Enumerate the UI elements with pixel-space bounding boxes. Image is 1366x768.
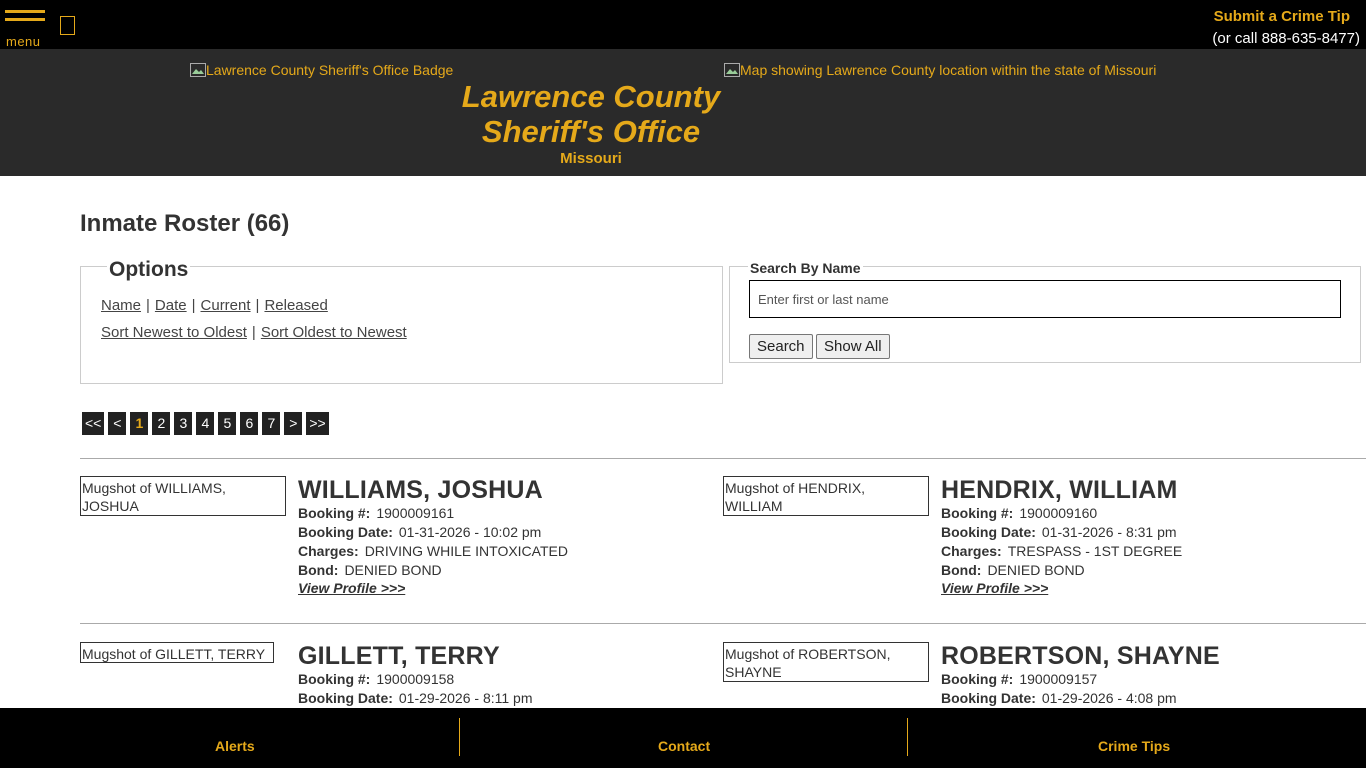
inmate-info [941, 642, 1220, 708]
county-map-image [724, 62, 1156, 78]
site-title-line1: Lawrence County [461, 79, 721, 114]
page-last-button[interactable]: >> [306, 412, 328, 435]
search-button[interactable]: Search [749, 334, 813, 359]
mugshot-image[interactable] [723, 642, 929, 682]
separator: | [146, 297, 150, 314]
mugshot-alt-text: Mugshot of HENDRIX, WILLIAM [725, 480, 866, 514]
search-legend: Search By Name [750, 260, 861, 276]
site-title-line2: Sheriff's Office [481, 114, 701, 149]
separator: | [255, 297, 260, 314]
view-profile-link[interactable]: View Profile >>> [298, 580, 406, 596]
footer-crime-tips-link[interactable]: Crime Tips [1098, 738, 1171, 754]
booking-date: Booking Date: 01-29-2026 - 8:11 pm [298, 690, 533, 706]
inmate-name: WILLIAMS, JOSHUA [298, 476, 543, 504]
inmate-card [80, 476, 680, 616]
mugshot-alt-text: Mugshot of GILLETT, TERRY [82, 646, 266, 662]
sheriff-badge-image [190, 62, 453, 78]
booking-date: Booking Date: 01-31-2026 - 10:02 pm [298, 524, 542, 540]
inmate-name: ROBERTSON, SHAYNE [941, 642, 1220, 670]
options-panel [80, 258, 723, 384]
page-7-button[interactable]: 7 [262, 412, 280, 435]
site-title[interactable] [430, 79, 752, 149]
divider [80, 623, 1366, 624]
page-3-button[interactable]: 3 [174, 412, 192, 435]
footer-contact-link[interactable]: Contact [658, 738, 711, 754]
separator: | [191, 297, 196, 314]
options-legend: Options [109, 258, 189, 281]
crime-tip-phone: (or call 888-635-8477) [1212, 30, 1360, 47]
sheriff-badge-alt-text: Lawrence County Sheriff's Office Badge [206, 62, 454, 78]
mugshot-alt-text: Mugshot of WILLIAMS, JOSHUA [82, 480, 226, 514]
search-panel [729, 260, 1361, 363]
hamburger-icon-bar [5, 10, 45, 13]
footer-alerts-link[interactable]: Alerts [215, 738, 255, 754]
county-map-alt-text: Map showing Lawrence County location within the state of Missouri [740, 62, 1157, 78]
separator: | [251, 324, 256, 341]
page-6-button[interactable]: 6 [240, 412, 258, 435]
filter-date-link[interactable]: Date [154, 297, 187, 314]
page-first-button[interactable]: << [82, 412, 104, 435]
sort-oldest-link[interactable]: Sort Oldest to Newest [260, 324, 407, 341]
booking-date: Booking Date: 01-31-2026 - 8:31 pm [941, 524, 1177, 540]
inmate-card [723, 642, 1323, 708]
show-all-button[interactable]: Show All [816, 334, 890, 359]
page-4-button[interactable]: 4 [196, 412, 214, 435]
menu-button[interactable] [5, 10, 47, 48]
bond: Bond: DENIED BOND [941, 562, 1085, 578]
broken-image-icon [190, 63, 206, 77]
site-banner [0, 49, 1366, 176]
broken-image-icon [724, 63, 740, 77]
hamburger-icon-bar [5, 18, 45, 21]
booking-date: Booking Date: 01-29-2026 - 4:08 pm [941, 690, 1177, 706]
search-input[interactable] [749, 280, 1341, 318]
divider [80, 458, 1366, 459]
footer-divider [907, 718, 908, 756]
booking-number: Booking #: 1900009160 [941, 505, 1098, 521]
menu-label: menu [6, 34, 41, 49]
page-next-button[interactable]: > [284, 412, 302, 435]
footer-divider [459, 718, 460, 756]
submit-crime-tip-link[interactable]: Submit a Crime Tip [1213, 8, 1350, 25]
booking-number: Booking #: 1900009157 [941, 671, 1098, 687]
mugshot-image[interactable] [723, 476, 929, 516]
mugshot-alt-text: Mugshot of ROBERTSON, SHAYNE [725, 646, 891, 680]
inmate-info [298, 476, 568, 596]
sort-newest-link[interactable]: Sort Newest to Oldest [101, 324, 247, 341]
inmate-card [723, 476, 1323, 616]
page-2-button[interactable]: 2 [152, 412, 170, 435]
charges: Charges: DRIVING WHILE INTOXICATED [298, 543, 568, 559]
filter-released-link[interactable]: Released [264, 297, 328, 314]
inmate-card [80, 642, 680, 708]
site-subtitle: Missouri [560, 150, 622, 167]
missing-glyph-icon[interactable] [60, 16, 75, 35]
filter-links [101, 297, 328, 314]
page-5-button[interactable]: 5 [218, 412, 236, 435]
page-1-button[interactable]: 1 [130, 412, 148, 435]
inmate-info [941, 476, 1182, 596]
inmate-name: HENDRIX, WILLIAM [941, 476, 1178, 504]
bond: Bond: DENIED BOND [298, 562, 442, 578]
inmate-name: GILLETT, TERRY [298, 642, 500, 670]
filter-current-link[interactable]: Current [200, 297, 251, 314]
footer-bar [0, 708, 1366, 768]
mugshot-image[interactable] [80, 642, 274, 663]
charges: Charges: TRESPASS - 1ST DEGREE [941, 543, 1183, 559]
page-title: Inmate Roster (66) [80, 210, 290, 237]
top-bar [0, 0, 1366, 49]
booking-number: Booking #: 1900009158 [298, 671, 455, 687]
booking-number: Booking #: 1900009161 [298, 505, 455, 521]
filter-name-link[interactable]: Name [101, 297, 142, 314]
inmate-info [298, 642, 533, 708]
mugshot-image[interactable] [80, 476, 286, 516]
view-profile-link[interactable]: View Profile >>> [941, 580, 1049, 596]
sort-links [101, 324, 407, 341]
page-prev-button[interactable]: < [108, 412, 126, 435]
pagination [82, 412, 329, 435]
